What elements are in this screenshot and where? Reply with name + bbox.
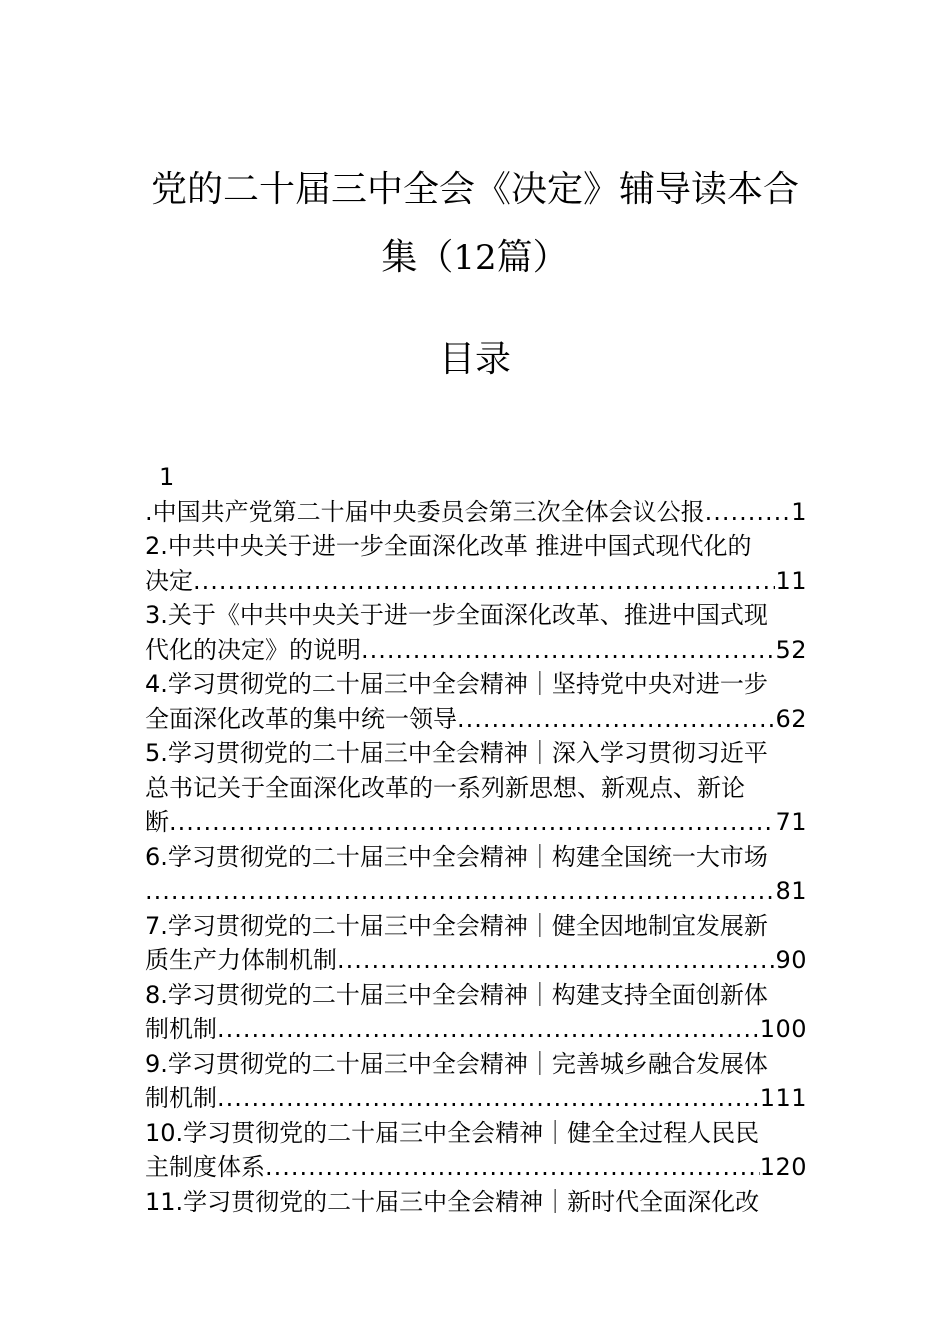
toc-line-text: 制机制 — [145, 1015, 217, 1043]
toc-leader-dots — [145, 874, 775, 909]
toc-line[interactable] — [145, 529, 807, 564]
title-line-2-suffix: 篇） — [496, 237, 569, 278]
toc-heading: 目录 — [438, 339, 511, 380]
toc-page-number: 120 — [759, 1153, 807, 1181]
document-title-line-1: 党的二十届三中全会《决定》辅导读本合 — [150, 169, 799, 210]
toc-line[interactable] — [145, 943, 807, 978]
toc-leader-dots — [705, 495, 792, 530]
toc-leader-dots — [169, 805, 775, 840]
toc-page-number: 1 — [791, 497, 807, 526]
toc-line[interactable] — [145, 1012, 807, 1047]
toc-leader-dots — [217, 1012, 760, 1047]
toc-line-text: 11.学习贯彻党的二十届三中全会精神｜新时代全面深化改 — [145, 1187, 760, 1216]
toc-line-text: 质生产力体制机制 — [145, 946, 337, 974]
toc-line-text: 4.学习贯彻党的二十届三中全会精神｜坚持党中央对进一步 — [145, 670, 768, 698]
toc-page-number: 52 — [775, 635, 807, 664]
toc-page-number: 81 — [775, 877, 807, 905]
toc-line-text: 9.学习贯彻党的二十届三中全会精神｜完善城乡融合发展体 — [145, 1049, 768, 1078]
toc-line[interactable] — [145, 1081, 807, 1116]
toc-leader-dots — [265, 1150, 760, 1185]
toc-leader-dots — [217, 1081, 760, 1116]
toc-line-text: 1 — [159, 463, 175, 491]
toc-line-text: 决定 — [145, 566, 193, 595]
document-title-line-2 — [0, 234, 950, 282]
toc-line[interactable] — [145, 771, 807, 806]
toc-line-text: 3.关于《中共中央关于进一步全面深化改革、推进中国式现 — [145, 601, 768, 629]
toc-page-number: 111 — [759, 1084, 807, 1112]
toc-line-text: 5.学习贯彻党的二十届三中全会精神｜深入学习贯彻习近平 — [145, 739, 768, 767]
toc-page-number: 100 — [759, 1015, 807, 1043]
toc-leader-dots — [193, 564, 775, 599]
toc-line[interactable] — [145, 909, 807, 944]
toc-page-number: 90 — [775, 946, 807, 974]
toc-page-number: 62 — [775, 704, 807, 733]
toc-line-text: 2.中共中央关于进一步全面深化改革 推进中国式现代化的 — [145, 532, 752, 560]
toc-line-text: 6.学习贯彻党的二十届三中全会精神｜构建全国统一大市场 — [145, 842, 768, 871]
toc-line[interactable] — [145, 1185, 807, 1220]
toc-line[interactable] — [145, 460, 807, 495]
toc-leader-dots — [361, 633, 775, 668]
toc-line-text: 总书记关于全面深化改革的一系列新思想、新观点、新论 — [145, 773, 745, 802]
toc-page-number: 71 — [775, 808, 807, 836]
toc-line[interactable] — [145, 1116, 807, 1151]
toc-line[interactable] — [145, 667, 807, 702]
toc-page-number: 11 — [775, 566, 807, 595]
title-line-2-prefix: 集（ — [381, 237, 454, 278]
toc-line[interactable] — [145, 598, 807, 633]
toc-leader-dots — [337, 943, 775, 978]
toc-line[interactable] — [145, 702, 807, 737]
toc-line-text: 代化的决定》的说明 — [145, 635, 361, 664]
toc-line-text: 制机制 — [145, 1084, 217, 1112]
toc-line[interactable] — [145, 805, 807, 840]
toc-line-text: 10.学习贯彻党的二十届三中全会精神｜健全全过程人民民 — [145, 1118, 760, 1147]
table-of-contents — [145, 460, 807, 1219]
toc-line-text: 全面深化改革的集中统一领导 — [145, 704, 457, 733]
toc-line[interactable] — [145, 1150, 807, 1185]
toc-line[interactable] — [145, 874, 807, 909]
toc-line[interactable] — [145, 495, 807, 530]
toc-line-text: 断 — [145, 808, 169, 836]
toc-leader-dots — [457, 702, 775, 737]
toc-line[interactable] — [145, 736, 807, 771]
title-article-count: 12 — [453, 238, 497, 278]
toc-line-text: 7.学习贯彻党的二十届三中全会精神｜健全因地制宜发展新 — [145, 911, 768, 940]
toc-line[interactable] — [145, 978, 807, 1013]
toc-line-text: 主制度体系 — [145, 1153, 265, 1181]
toc-line-text: 8.学习贯彻党的二十届三中全会精神｜构建支持全面创新体 — [145, 980, 768, 1009]
toc-line[interactable] — [145, 633, 807, 668]
toc-line[interactable] — [145, 840, 807, 875]
toc-line[interactable] — [145, 564, 807, 599]
toc-line[interactable] — [145, 1047, 807, 1082]
toc-line-text: .中国共产党第二十届中央委员会第三次全体会议公报 — [145, 497, 705, 526]
